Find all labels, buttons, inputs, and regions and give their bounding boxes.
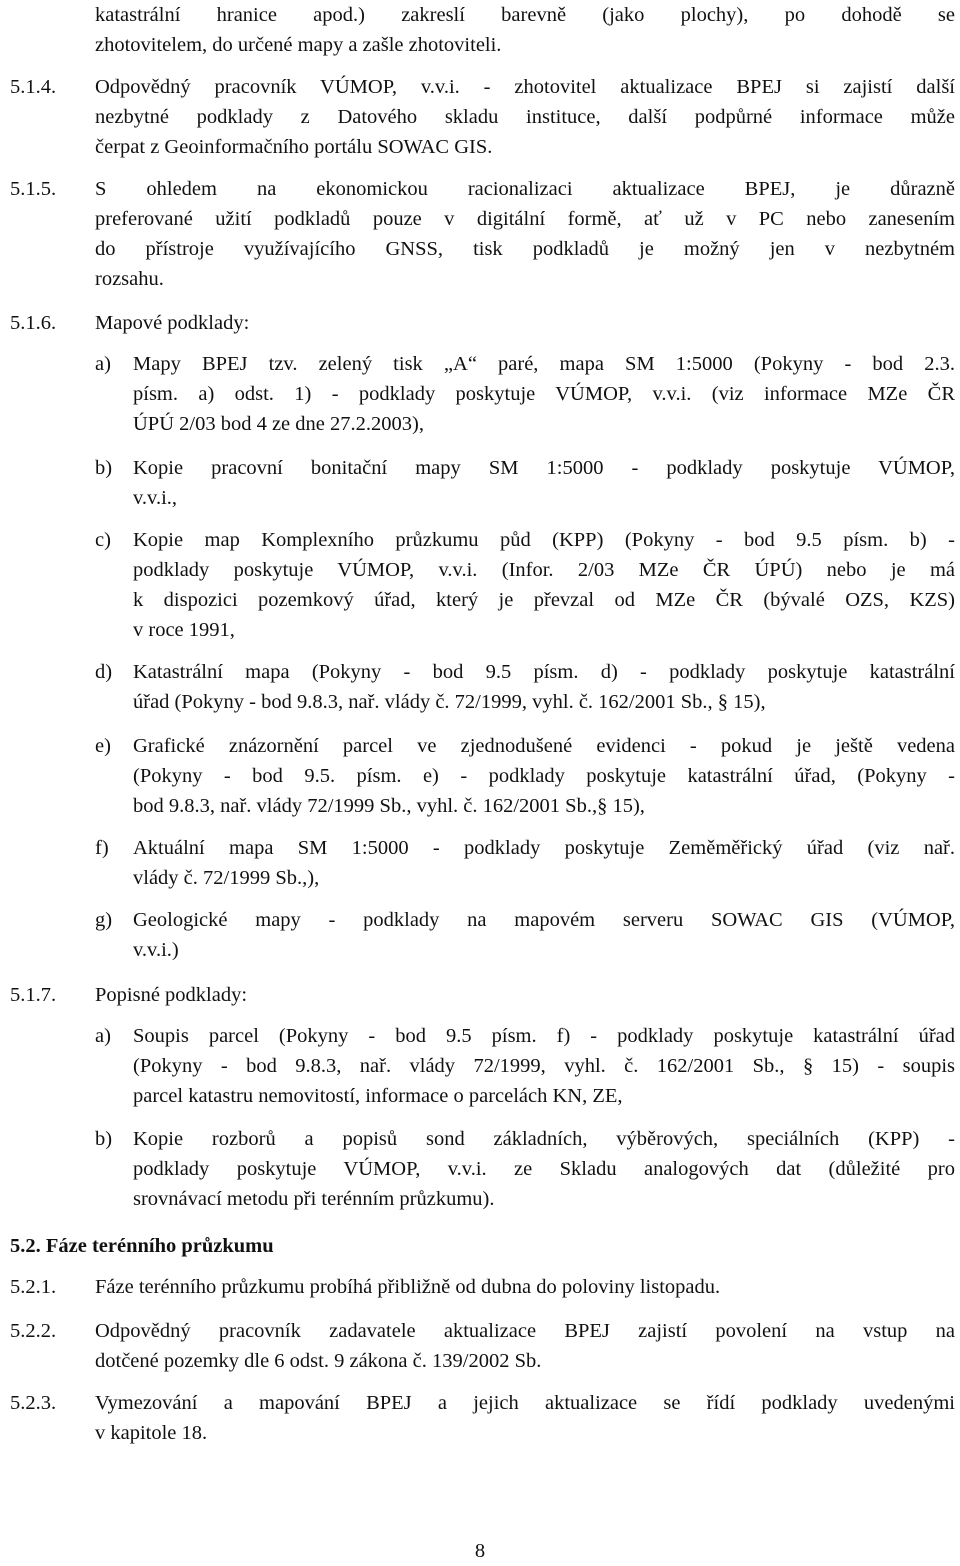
text-line: Katastrální mapa (Pokyny - bod 9.5 písm. d) - podklady poskytuje katastrální [133, 661, 955, 683]
section-number: 5.2.1. [10, 1276, 57, 1298]
list-letter: b) [95, 457, 113, 479]
text-line: Kopie map Komplexního průzkumu půd (KPP) (Pokyny - bod 9.5 písm. b) - [133, 529, 955, 551]
text-line: v.v.i.) [133, 939, 179, 961]
text-line: (Pokyny - bod 9.8.3, nař. vlády 72/1999, vyhl. č. 162/2001 Sb., § 15) - soupis [133, 1055, 955, 1077]
text-line: Soupis parcel (Pokyny - bod 9.5 písm. f) - podklady poskytuje katastrální úřad [133, 1025, 955, 1047]
text-line: katastrální hranice apod.) zakreslí barevně (jako plochy), po dohodě se [95, 4, 955, 26]
text-line: písm. a) odst. 1) - podklady poskytuje VÚMOP, v.v.i. (viz informace MZe ČR [133, 383, 955, 405]
text-line: podklady poskytuje VÚMOP, v.v.i. ze Skladu analogových dat (důležité pro [133, 1158, 955, 1180]
section-title: Popisné podklady: [95, 984, 248, 1006]
section-title: Mapové podklady: [95, 312, 250, 334]
text-line: Fáze terénního průzkumu probíhá přibližně od dubna do poloviny listopadu. [95, 1276, 721, 1298]
list-item [133, 833, 955, 893]
text-line: nezbytné podklady z Datového skladu instituce, další podpůrné informace může [95, 106, 955, 128]
section-number: 5.2.3. [10, 1392, 57, 1414]
list-letter: c) [95, 529, 111, 551]
list-letter: g) [95, 909, 113, 931]
text-line: Vymezování a mapování BPEJ a jejich aktualizace se řídí podklady uvedenými [95, 1392, 955, 1414]
text-line: vlády č. 72/1999 Sb.,), [133, 867, 320, 889]
list-item [133, 1021, 955, 1111]
text-line: Odpovědný pracovník VÚMOP, v.v.i. - zhotovitel aktualizace BPEJ si zajistí další [95, 76, 955, 98]
text-line: rozsahu. [95, 268, 164, 290]
section-5-1-4-text [95, 72, 955, 162]
text-line: preferované užití podkladů pouze v digitální formě, ať už v PC nebo zanesením [95, 208, 955, 230]
list-letter: a) [95, 1025, 111, 1047]
section-number: 5.1.7. [10, 984, 57, 1006]
section-number: 5.1.4. [10, 76, 57, 98]
text-line: k dispozici pozemkový úřad, který je převzal od MZe ČR (bývalé OZS, KZS) [133, 589, 955, 611]
text-line: čerpat z Geoinformačního portálu SOWAC GIS. [95, 136, 493, 158]
section-heading: 5.2. Fáze terénního průzkumu [10, 1235, 274, 1257]
text-line: Mapy BPEJ tzv. zelený tisk „A“ paré, mapa SM 1:5000 (Pokyny - bod 2.3. [133, 353, 955, 375]
text-line: S ohledem na ekonomickou racionalizaci aktualizace BPEJ, je důrazně [95, 178, 955, 200]
list-letter: b) [95, 1128, 113, 1150]
text-line: srovnávací metodu při terénním průzkumu). [133, 1188, 495, 1210]
list-item [133, 657, 955, 717]
list-letter: a) [95, 353, 111, 375]
text-line: parcel katastru nemovitostí, informace o parcelách KN, ZE, [133, 1085, 623, 1107]
list-item [133, 453, 955, 513]
text-line: v roce 1991, [133, 619, 235, 641]
list-item [133, 525, 955, 645]
list-item [133, 905, 955, 965]
list-letter: e) [95, 735, 111, 757]
text-line: úřad (Pokyny - bod 9.8.3, nař. vlády č. 72/1999, vyhl. č. 162/2001 Sb., § 15), [133, 691, 766, 713]
page-number: 8 [474, 1540, 486, 1562]
text-line: podklady poskytuje VÚMOP, v.v.i. (Infor. 2/03 MZe ČR ÚPÚ) nebo je má [133, 559, 955, 581]
text-line: Odpovědný pracovník zadavatele aktualizace BPEJ zajistí povolení na vstup na [95, 1320, 955, 1342]
text-line: zhotovitelem, do určené mapy a zašle zhotoviteli. [95, 34, 502, 56]
section-number: 5.1.6. [10, 312, 57, 334]
text-line: dotčené pozemky dle 6 odst. 9 zákona č. 139/2002 Sb. [95, 1350, 542, 1372]
section-5-2-3-text [95, 1388, 955, 1448]
text-line: (Pokyny - bod 9.5. písm. e) - podklady poskytuje katastrální úřad, (Pokyny - [133, 765, 955, 787]
list-letter: f) [95, 837, 109, 859]
text-line: Kopie pracovní bonitační mapy SM 1:5000 - podklady poskytuje VÚMOP, [133, 457, 955, 479]
text-line: do přístroje využívajícího GNSS, tisk podkladů je možný jen v nezbytném [95, 238, 955, 260]
section-5-1-5-text [95, 174, 955, 294]
section-number: 5.2.2. [10, 1320, 57, 1342]
text-line: Kopie rozborů a popisů sond základních, výběrových, speciálních (KPP) - [133, 1128, 955, 1150]
text-line: Geologické mapy - podklady na mapovém serveru SOWAC GIS (VÚMOP, [133, 909, 955, 931]
list-item [133, 349, 955, 439]
section-number: 5.1.5. [10, 178, 57, 200]
text-line: ÚPÚ 2/03 bod 4 ze dne 27.2.2003), [133, 413, 424, 435]
text-line: Grafické znázornění parcel ve zjednodušené evidenci - pokud je ještě vedena [133, 735, 955, 757]
list-item [133, 1124, 955, 1214]
text-line: v.v.i., [133, 487, 178, 509]
text-line: Aktuální mapa SM 1:5000 - podklady poskytuje Zeměměřický úřad (viz nař. [133, 837, 955, 859]
text-line: bod 9.8.3, nař. vlády 72/1999 Sb., vyhl. č. 162/2001 Sb.,§ 15), [133, 795, 645, 817]
list-item [133, 731, 955, 821]
intro-paragraph [95, 0, 955, 60]
text-line: v kapitole 18. [95, 1422, 208, 1444]
list-letter: d) [95, 661, 113, 683]
section-5-2-1-text [95, 1272, 955, 1302]
section-5-2-2-text [95, 1316, 955, 1376]
